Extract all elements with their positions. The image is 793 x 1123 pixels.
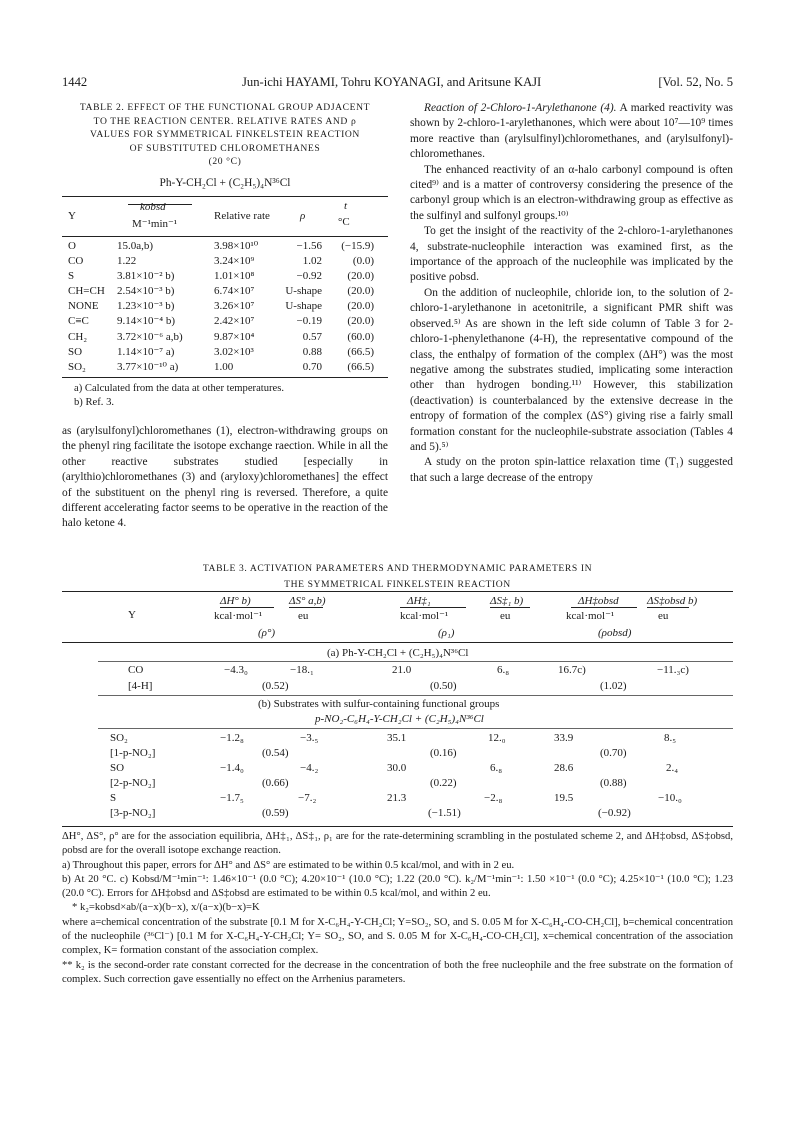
cell-dHo: 19.5 — [554, 792, 574, 804]
cell-rho1: (0.16) — [430, 747, 457, 759]
page-number: 1442 — [62, 75, 88, 89]
table3-header-underline — [647, 607, 689, 608]
table3-section-a: (a) Ph-Y-CH₂Cl + (C₂H₅)₄N³⁶Cl — [327, 647, 469, 659]
cell-dSo: −10.₀ — [658, 792, 682, 804]
table3-title-line: THE SYMMETRICAL FINKELSTEIN REACTION — [284, 578, 511, 590]
table3-rho0-header: (ρ°) — [258, 627, 276, 639]
table3-header-dS0: ΔS° a,b) — [289, 595, 326, 607]
table3-header-underline — [571, 607, 637, 608]
table3-title-line: TABLE 3. ACTIVATION PARAMETERS AND THERMODYNAMIC PARAMETERS IN — [202, 563, 593, 574]
table-row — [62, 254, 388, 269]
table2-note: a) Calculated from the data at other temperatures. — [74, 383, 285, 394]
table3-title — [62, 561, 733, 592]
left-column-text — [62, 424, 388, 532]
table3-header-rule — [62, 642, 733, 643]
table3-header-dSs: ΔS‡₁ b) — [490, 595, 524, 607]
running-header — [62, 75, 733, 91]
cell-rhoobsd: (0.70) — [600, 747, 627, 759]
cell-rho: U-shape — [285, 300, 322, 313]
table3-unit: eu — [500, 610, 511, 622]
table3-section-rule — [98, 728, 733, 729]
paragraph: as (arylsulfonyl)chloromethanes (1), electron-withdrawing groups on the phenyl ring facilitate the isotope exchange raection. While in all the other reactive substrates studied [especially in (arylthio)chloromethanes (3) and (aryloxy)chloromethanes] the effect of the substituent on the phenyl ring is reversed. Therefore, a quite different accelerating factor seems to be operative in the reaction of the halo ketone 4. — [62, 425, 388, 530]
table3-note: ** k₂ is the second-order rate constant corrected for the decrease in the concentration of both the free nucleophile and the free substrate on the formation of complex. Such correction gave essentially no effect on the Arrhenius parameters. — [62, 959, 733, 985]
cell-y: SO₂ — [68, 360, 86, 373]
cell-rel: 3.24×10⁹ — [214, 255, 255, 268]
table3-header-dSo: ΔS‡obsd b) — [647, 595, 698, 607]
paragraph: The enhanced reactivity of an α-halo carbonyl compound is often cited⁹⁾ and is a matter of controversy considering the presence of the carbonyl group which is an electron-withdrawing group as effective as the sulfinyl and sulfonyl groups.¹⁰⁾ — [410, 163, 733, 222]
cell-dH0: −1.4₀ — [220, 762, 244, 774]
table2-header-t-unit: °C — [338, 216, 350, 228]
cell-rho: 0.70 — [302, 360, 322, 373]
table2-header-rho: ρ — [300, 210, 306, 222]
table2-formula: Ph-Y-CH₂Cl + (C₂H₅)₄N³⁶Cl — [159, 177, 291, 189]
cell-rho: 0.57 — [302, 330, 322, 343]
cell-k: 3.77×10⁻¹⁰ a) — [117, 360, 179, 373]
cell-k: 3.72×10⁻⁶ a,b) — [117, 330, 183, 343]
table2-note: b) Ref. 3. — [74, 397, 115, 408]
table3-unit: kcal·mol⁻¹ — [214, 610, 263, 622]
table-row — [62, 360, 388, 375]
cell-dHo: 28.6 — [554, 762, 574, 774]
cell-t: (0.0) — [352, 255, 374, 268]
cell-rho0: (0.52) — [262, 680, 289, 692]
header-authors: Jun-ichi HAYAMI, Tohru KOYANAGI, and Aritsune KAJI — [242, 75, 542, 89]
cell-rel: 9.87×10⁴ — [214, 330, 255, 343]
cell-y: CO — [128, 664, 144, 676]
cell-rho: −0.19 — [296, 315, 322, 328]
table3-unit: kcal·mol⁻¹ — [400, 610, 449, 622]
table2-bottom-rule — [62, 377, 388, 378]
cell-y: CH=CH — [68, 285, 105, 298]
cell-dHs: 30.0 — [387, 762, 407, 774]
cell-dHs: 21.3 — [387, 792, 407, 804]
cell-dH0: −1.2₈ — [220, 732, 244, 744]
table-row — [62, 345, 388, 360]
table3-header-underline — [289, 607, 323, 608]
table3-header-dHo: ΔH‡obsd — [578, 595, 619, 607]
cell-dSs: 6.₈ — [490, 762, 503, 774]
cell-dSo: 2.₄ — [666, 762, 679, 774]
cell-rel: 3.26×10⁷ — [214, 300, 255, 313]
cell-k: 3.81×10⁻² b) — [117, 270, 175, 283]
right-column-text — [410, 101, 733, 486]
cell-t: (20.0) — [347, 300, 374, 313]
table3-note: a) Throughout this paper, errors for ΔH° and ΔS° are estimated to be within 0.5 kcal/mol, and with in 2 eu. — [62, 859, 515, 871]
table3-note: where a=chemical concentration of the substrate [0.1 M for X-C₆H₄-Y-CH₂Cl; Y=SO₂, SO, and S. 0.05 M for X-C₆H₄-CO-CH₂Cl], b=chemical concentration of the nucleophile (³⁶Cl⁻) [0.1 M for X-C₆H₄-Y-CH₂Cl; Y= SO₂, SO, and S. 0.05 M for X-C₆H₄-CO-CH₂Cl], x=chemical concentration of the association complex, K= formation constant of the association complex. — [62, 916, 733, 957]
cell-y: NONE — [68, 300, 99, 313]
table2-title-line: TO THE REACTION CENTER. RELATIVE RATES AND ρ — [93, 115, 357, 127]
cell-y: S — [68, 270, 75, 283]
table-row — [62, 330, 388, 345]
cell-dSs: −2.₈ — [484, 792, 503, 804]
cell-y: SO — [110, 762, 125, 774]
cell-rel: 3.02×10³ — [214, 345, 254, 358]
table3-header-dH0: ΔH° b) — [220, 595, 251, 607]
table3-bottom-rule — [62, 826, 733, 827]
cell-t: (66.5) — [347, 360, 374, 373]
table2-title — [62, 101, 388, 169]
paragraph: To get the insight of the reactivity of the 2-chloro-1-arylethanones 4, substrate-nucleophile interaction was examined first, as the importance of the approach of the nucleophile was implicated by the positive ρobsd. — [410, 225, 733, 284]
cell-rho0: (0.54) — [262, 747, 289, 759]
table2-header-k: kobsd — [140, 201, 166, 213]
cell-y: [3-p-NO₂] — [110, 807, 156, 819]
cell-rho1: (0.50) — [430, 680, 457, 692]
cell-y: C≡C — [68, 315, 89, 328]
table2-fraction-bar — [128, 204, 192, 205]
cell-y: [4-H] — [128, 680, 153, 692]
table3-section-rule — [98, 661, 733, 662]
cell-y: S — [110, 792, 117, 804]
table3-header-underline — [400, 607, 466, 608]
cell-rhoobsd: (−0.92) — [598, 807, 631, 819]
table2-header-y: Y — [68, 210, 76, 222]
table3-unit: eu — [658, 610, 669, 622]
cell-rel: 3.98×10¹⁰ — [214, 240, 259, 252]
table2-header-rule — [62, 236, 388, 237]
table3-note: ΔH°, ΔS°, ρ° are for the association equilibria, ΔH‡₁, ΔS‡₁, ρ₁ are for the rate-determining scrambling in the postulated scheme 2, and ΔH‡obsd, ΔS‡obsd, ρobsd are for the overall isotope exchange reaction. — [62, 831, 733, 857]
cell-dSo: −11.₃c) — [657, 664, 689, 676]
table3-notes — [62, 830, 733, 987]
cell-y: [2-p-NO₂] — [110, 777, 156, 789]
table3-unit: eu — [298, 610, 309, 622]
cell-dHo: 33.9 — [554, 732, 574, 744]
cell-rho1: (−1.51) — [428, 807, 461, 819]
table3 — [62, 594, 733, 826]
cell-rho: 1.02 — [302, 255, 322, 268]
cell-y: [1-p-NO₂] — [110, 747, 156, 759]
table-row — [62, 314, 388, 329]
table3-rhoobsd-header: (ρobsd) — [598, 627, 632, 639]
table3-section-b-formula: p-NO₂-C₆H₄-Y-CH₂Cl + (C₂H₅)₄N³⁶Cl — [315, 713, 484, 725]
cell-rho: 0.88 — [302, 345, 322, 358]
table3-note: * k₂=kobsd×ab/(a−x)(b−x), x/(a−x)(b−x)=K — [72, 902, 260, 914]
cell-t: (20.0) — [347, 315, 374, 328]
paragraph-text: A marked reactivity was shown by 2-chloro-1-arylethanones, which were about 10⁷—10⁹ times more reactive than (arylsulfinyl)chloromethanes, and (arylsulfonyl)-chloromethanes. — [410, 102, 733, 161]
cell-k: 9.14×10⁻⁴ b) — [117, 315, 176, 328]
cell-rel: 1.00 — [214, 360, 234, 373]
table2-header-k-units: M⁻¹min⁻¹ — [132, 218, 178, 230]
cell-dSo: 8.₅ — [664, 732, 677, 744]
cell-rel: 2.42×10⁷ — [214, 315, 255, 328]
table2-title-line: OF SUBSTITUTED CHLOROMETHANES — [129, 142, 321, 154]
cell-dHo: 16.7c) — [558, 664, 586, 676]
cell-y: CH₂ — [68, 330, 88, 343]
table2-header — [62, 197, 388, 237]
table3-top-rule — [62, 591, 733, 592]
cell-k: 1.22 — [117, 255, 137, 268]
header-volume: [Vol. 52, No. 5 — [658, 75, 733, 89]
cell-rho0: (0.59) — [262, 807, 289, 819]
table-row — [62, 239, 388, 254]
cell-dS0: −4.₂ — [300, 762, 319, 774]
table3-rho1-header: (ρ₁) — [438, 627, 455, 639]
cell-dSs: 12.₀ — [488, 732, 506, 744]
paragraph: On the addition of nucleophile, chloride ion, to the solution of 2-chloro-1-arylethanone in acetonitrile, a significant PMR shift was observed.⁵⁾ As are shown in the left side column of Table 3 for 2-chloro-1-phenylethanone (4-H), the representative compound of the class, the enthalpy of formation of the complex (ΔH°) was the most negative among the substrates studied, implicating some interaction other than hydrogen bonding.¹¹⁾ However, this stabilization (deactivation) is counterbalanced by the extensive decrease in the entropy of formation of the complex (ΔS°) giving rise a fairly small formation constant for the nucleophile-substrate association (Tables 4 and 5).⁵⁾ — [410, 286, 733, 453]
table-row — [62, 284, 388, 299]
table-row — [62, 299, 388, 314]
table3-section-rule — [98, 695, 733, 696]
cell-t: (60.0) — [347, 330, 374, 343]
cell-rho1: (0.22) — [430, 777, 457, 789]
cell-t: (−15.9) — [341, 240, 374, 252]
cell-rhoobsd: (1.02) — [600, 680, 627, 692]
table2-title-line: (20 °C) — [208, 156, 242, 167]
table2-body — [62, 239, 388, 375]
section-heading: Reaction of 2-Chloro-1-Arylethanone (4). — [424, 102, 617, 114]
cell-rel: 1.01×10⁸ — [214, 270, 255, 283]
table3-header-underline — [490, 607, 530, 608]
cell-t: (20.0) — [347, 270, 374, 283]
table2-header-t: t — [344, 200, 348, 212]
cell-y: O — [68, 240, 76, 252]
cell-rel: 6.74×10⁷ — [214, 285, 255, 298]
cell-rho: −1.56 — [296, 240, 322, 252]
table3-note: b) At 20 °C. c) Kobsd/M⁻¹min⁻¹: 1.46×10⁻¹ (0.0 °C); 4.20×10⁻¹ (10.0 °C); 1.22 (20.0 °C). k₂/M⁻¹min⁻¹: 1.50 ×10⁻¹ (0.0 °C); 4.25×10⁻¹ (10.0 °C); 1.23 (20.0 °C). Errors for ΔH‡obsd and ΔS‡obsd are estimated to be within 0.5 kcal/mol, and within 2 eu. — [62, 873, 733, 900]
cell-rho0: (0.66) — [262, 777, 289, 789]
table3-header-y: Y — [128, 609, 136, 621]
cell-rho: U-shape — [285, 285, 322, 298]
cell-k: 2.54×10⁻³ b) — [117, 285, 175, 298]
paragraph: A study on the proton spin-lattice relaxation time (T₁) suggested that such a large decrease of the entropy — [410, 456, 733, 484]
cell-k: 1.23×10⁻³ b) — [117, 300, 175, 313]
cell-k: 1.14×10⁻⁷ a) — [117, 345, 175, 358]
table3-unit: kcal·mol⁻¹ — [566, 610, 615, 622]
cell-t: (20.0) — [347, 285, 374, 298]
cell-dH0: −4.3₀ — [224, 664, 248, 676]
table3-header-underline — [220, 607, 274, 608]
cell-dHs: 35.1 — [387, 732, 407, 744]
table3-header-dHs: ΔH‡₁ — [407, 595, 431, 607]
cell-dHs: 21.0 — [392, 664, 412, 676]
cell-dS0: −7.₂ — [298, 792, 317, 804]
cell-rho: −0.92 — [296, 270, 322, 283]
table2-title-line: VALUES FOR SYMMETRICAL FINKELSTEIN REACTION — [90, 129, 360, 140]
cell-t: (66.5) — [347, 345, 374, 358]
table2-notes — [74, 382, 388, 410]
paragraph — [410, 101, 733, 163]
cell-dSs: 6.₈ — [497, 664, 510, 676]
cell-dH0: −1.7₅ — [220, 792, 244, 804]
cell-dS0: −18.₁ — [290, 664, 314, 676]
cell-y: SO₂ — [110, 732, 128, 744]
cell-dS0: −3.₅ — [300, 732, 319, 744]
table-row — [62, 269, 388, 284]
cell-k: 15.0a,b) — [117, 240, 154, 252]
table2-header-rel: Relative rate — [214, 210, 270, 222]
cell-rhoobsd: (0.88) — [600, 777, 627, 789]
cell-y: CO — [68, 255, 84, 268]
table2-title-line: TABLE 2. EFFECT OF THE FUNCTIONAL GROUP ADJACENT — [79, 102, 371, 113]
table3-section-b: (b) Substrates with sulfur-containing functional groups — [258, 698, 500, 710]
cell-y: SO — [68, 345, 83, 358]
